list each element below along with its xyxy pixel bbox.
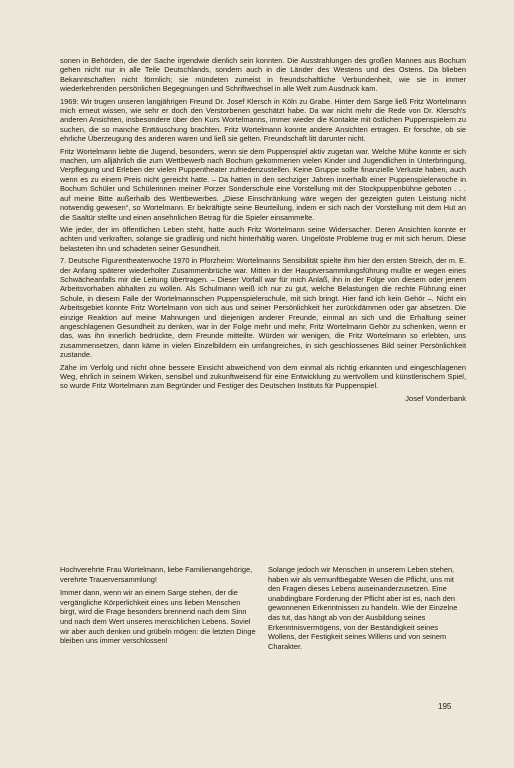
- address-left-column: [60, 565, 258, 654]
- paragraph: Zähe im Verfolg und nicht ohne bessere Einsicht abweichend von dem einmal als richtig erkannten und eingeschlagenen Weg, ehrlich in seinem Wirken, sensibel und zukunftweisend für eine Entwicklung zu wertvollem und künstlerischem Spiel, so wurde Fritz Wortelmann zum Begründer und Festiger des Deutschen Instituts für Puppenspiel.: [60, 362, 466, 391]
- paragraph: 1969: Wir trugen unseren langjährigen Freund Dr. Josef Klersch in Köln zu Grabe. Hinter dem Sarge ließ Fritz Wortelmann mich erneut wissen, wie sehr er doch den Verstorbenen geschätzt habe. Da war nicht mehr die Rede von Dr. Klersch's anderen Ansichten, insbesondere über den Kurs Wortelmanns, immer wieder die Kontakte mit östlichen Puppenspielern zu suchen, die so manche Enttäuschung brachten. Fritz Wortelmann konnte andere Ansichten ertragen. Er forschte, ob sie ehrliche Überzeugung des anderen waren und ließ sie gelten. Freundschaft litt darunter nicht.: [60, 96, 466, 144]
- article-body: [60, 56, 466, 403]
- address-right-column: [268, 565, 466, 654]
- paragraph: 7. Deutsche Figurentheaterwoche 1970 in Pforzheim: Wortelmanns Sensibilität spielte ihm hier den ersten Streich, der m. E. der Anfang späterer wiederholter Zusammenbrüche war. Mitten in der Hauptversammlungsführung mußte er wegen eines Schwächeanfalls mir die Leitung übertragen. – Dieser Vorfall war für mich Anlaß, ihn in der Folge von diesem oder jenem Arbeitsvorhaben abhalten zu wollen. Als Schulmann weiß ich nur zu gut, welche Belastungen die rechte Führung einer Schule, in diesem Falle der Wortelmannschen Puppenspielerschule, mit sich bringt. Hier fand ich kein Gehör –. Nicht ein Arbeitsgebiet konnte Fritz Wortelmann von sich aus und seiner Persönlichkeit her zurückdämmen oder gar absetzen. Die einzige Reaktion auf meine Mahnungen und diejenigen anderer Freunde, einmal an sich und die Erhaltung seiner angeschlagenen Gesundheit zu denken, war in der Folge mehr und mehr, Fritz Wortelmann Gehör zu schenken, wenn er das, was ihn innerlich bedrückte, dem Freunde mitteilte. Würden wir wenigen, die Fritz Wortelmann so erlebten, uns zusammensetzen, dann käme in vielen Einzelbildern ein umfangreiches, in sich geschlossenes Bild seiner Persönlichkeit zustande.: [60, 256, 466, 360]
- paragraph: Fritz Wortelmann liebte die Jugend, besonders, wenn sie dem Puppenspiel aktiv zugetan war. Welche Mühe konnte er sich machen, um alljährlich die zum Wettbewerb nach Bochum gekommenen vielen Kinder und Jugendlichen in Unterbringung, Verpflegung und Erleben der vielen Puppentheater zufriedenzustellen. Keine Gruppe sollte finanzielle Verluste haben, auch wenn es zu einem Preis nicht gereicht hatte. – Da hatten in den sechziger Jahren innerhalb einer Puppenspielerwoche in Bochum Schüler und Schülerinnen meiner Porzer Sonderschule eine Vorstellung mit der Stockpuppenbühne geboten . . . auf meine Bitte außerhalb des Wettbewerbes. „Diese Einschränkung wäre wegen der gezeigten guten Leistung nicht notwendig gewesen“, so Wortelmann. Er bekräftigte seine Beurteilung, indem er sich nach der Vorstellung mit dem Hut an die Saaltür stellte und einen ansehnlichen Betrag für die Spieler einsammelte.: [60, 146, 466, 222]
- address-greeting: Hochverehrte Frau Wortelmann, liebe Familienangehörige, verehrte Trauerversammlung!: [60, 565, 253, 584]
- page-number: 195: [438, 702, 452, 711]
- paragraph: sonen in Behörden, die der Sache irgendwie dienlich sein konnten. Die Ausstrahlungen des großen Mannes aus Bochum gehen nicht nur in alle Teile Deutschlands, sondern auch in die Länder des Westens und des Ostens. Da blieben Bekanntschaften nicht förmlich; sie mündeten zumeist in freundschaftliche Verbundenheit, wie sie in immer wiederkehrenden persönlichen Begegnungen und Schriftwechsel in alle Welt zum Ausdruck kam.: [60, 56, 466, 94]
- funeral-address: [60, 565, 466, 654]
- address-paragraph: Solange jedoch wir Menschen in unserem Leben stehen, haben wir als vernunftbegabte Wesen die Pflicht, uns mit den Fragen dieses Lebens auseinanderzusetzen. Eine unabdingbare Forderung der Pflicht aber ist es, nach den gewonnenen Erkenntnissen zu handeln. Wie der Einzelne das tut, das hängt ab von der Ausbildung seines Erkenntnisvermögens, von der Beständigkeit seines Wollens, der Festigkeit seines Willens und von seinem Charakter.: [268, 565, 458, 651]
- author-signature: Josef Vonderbank: [405, 393, 466, 403]
- address-paragraph: Immer dann, wenn wir an einem Sarge stehen, der die vergängliche Körperlichkeit eines uns lieben Menschen birgt, wird die Frage besonders brennend nach dem Sinn und nach dem Wert unseres menschlichen Lebens. Soviel wir aber auch denken und grübeln mögen: die letzten Dinge bleiben uns immer verschlossen!: [60, 588, 256, 646]
- paragraph: Wie jeder, der im öffentlichen Leben steht, hatte auch Fritz Wortelmann seine Widersacher. Deren Ansichten konnte er achten und verkraften, solange sie gradlinig und nicht hinterhältig waren. Ungelöste Probleme trug er mit sich herum. Diese belasteten ihn und schadeten seiner Gesundheit.: [60, 224, 466, 253]
